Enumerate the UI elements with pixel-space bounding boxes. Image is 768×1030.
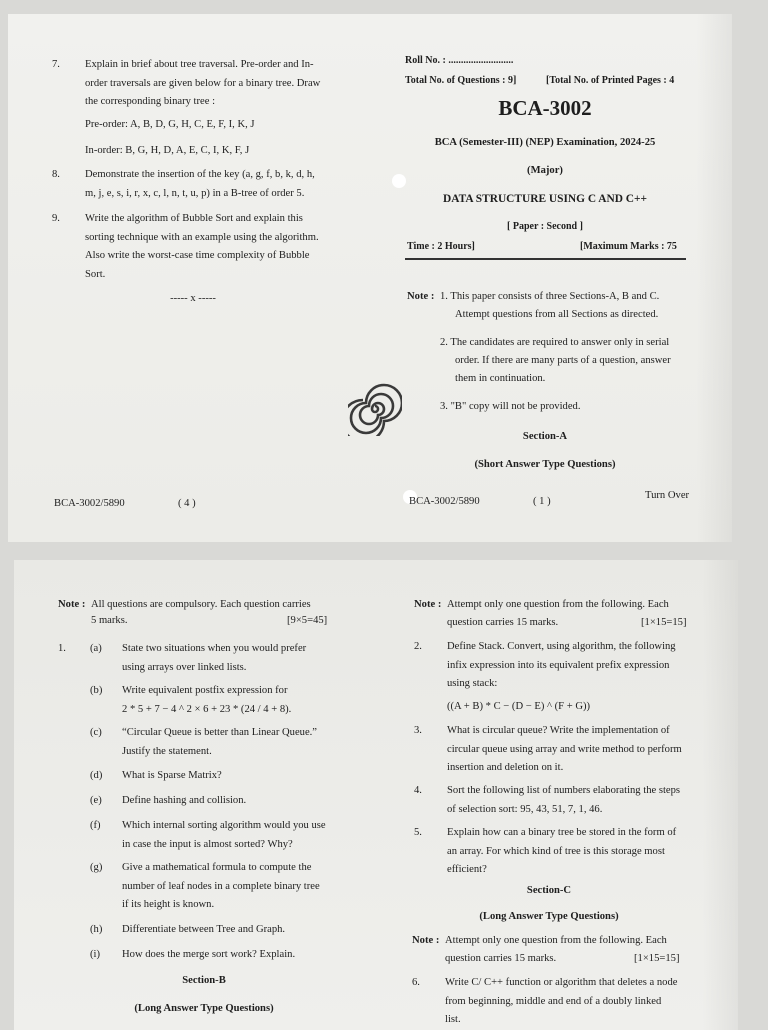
total-questions: Total No. of Questions : 9] xyxy=(405,75,517,86)
punch-hole xyxy=(392,174,406,188)
section-b-title: Section-B xyxy=(182,975,226,986)
time-allowed: Time : 2 Hours] xyxy=(407,241,475,252)
note-label: Note : xyxy=(58,599,86,610)
q1a-label: (a) xyxy=(90,643,102,654)
note-2-text-cont: question carries 15 marks. xyxy=(445,953,557,964)
paper-type: (Major) xyxy=(527,165,563,176)
header-divider xyxy=(405,258,686,260)
note-marks: [1×15=15] xyxy=(641,617,687,628)
q4-text: Sort the following list of numbers elaborating the steps of selection sort: 95, 43, 51, 7, 1, 46. xyxy=(447,785,681,815)
q1c-label: (c) xyxy=(90,727,102,738)
q7-number: 7. xyxy=(52,59,60,70)
q9-number: 9. xyxy=(52,213,60,224)
paper-number: [ Paper : Second ] xyxy=(507,221,583,232)
section-b-subtitle: (Long Answer Type Questions) xyxy=(134,1003,274,1014)
footer-page-number-1: ( 1 ) xyxy=(533,496,551,507)
note-1: 1. This paper consists of three Sections-A, B and C. xyxy=(440,291,660,302)
note-1-cont: Attempt questions from all Sections as directed. xyxy=(455,309,659,320)
paper-code: BCA-3002 xyxy=(498,96,592,120)
subject-title: DATA STRUCTURE USING C AND C++ xyxy=(442,193,647,205)
turn-over: Turn Over xyxy=(645,490,690,501)
q1-number: 1. xyxy=(58,643,66,654)
exam-sheet-bottom xyxy=(14,560,738,1030)
note-text-cont: 5 marks. xyxy=(91,615,128,626)
note-label: Note : xyxy=(407,291,435,302)
q7-inorder: In-order: B, G, H, D, A, E, C, I, K, F, J xyxy=(85,145,250,156)
section-c-subtitle: (Long Answer Type Questions) xyxy=(479,911,619,922)
exam-title: BCA (Semester-III) (NEP) Examination, 2024-25 xyxy=(434,137,656,148)
total-pages: [Total No. of Printed Pages : 4 xyxy=(546,75,675,86)
q1f-text: Which internal sorting algorithm would you use in case the input is almost sorted? Why? xyxy=(122,820,326,850)
section-a-title: Section-A xyxy=(522,431,568,442)
note-marks: [9×5=45] xyxy=(287,615,328,626)
note-text: Attempt only one question from the following. Each xyxy=(447,599,669,610)
q1b-text: Write equivalent postfix expression for 2 * 5 + 7 − 4 ^ 2 × 6 + 23 * (24 / 4 + 8). xyxy=(122,685,292,715)
section-c-title: Section-C xyxy=(526,885,572,896)
section-a-subtitle: (Short Answer Type Questions) xyxy=(474,459,616,470)
note-2: 2. The candidates are required to answer only in serial xyxy=(440,337,670,348)
q1a-text: State two situations when you would prefer using arrays over linked lists. xyxy=(122,643,307,673)
q1h-text: Differentiate between Tree and Graph. xyxy=(122,924,286,935)
q3-text: What is circular queue? Write the implementation of circular queue using array and write method to perform insertion and deletion on it. xyxy=(447,725,682,774)
note-text: All questions are compulsory. Each question carries xyxy=(91,599,311,610)
footer-page-number-4: ( 4 ) xyxy=(178,498,196,509)
q6-number: 6. xyxy=(412,977,420,988)
footer-code-page1: BCA-3002/5890 xyxy=(409,496,480,507)
exam-sheet-top xyxy=(8,14,732,542)
q8-text: Demonstrate the insertion of the key (a, g, f, b, k, d, h, m, j, e, s, i, r, x, c, l, n, t, u, p) in a B-tree of order 5. xyxy=(85,169,315,199)
q1d-label: (d) xyxy=(90,770,103,781)
q4-number: 4. xyxy=(414,785,422,796)
note-2-text: Attempt only one question from the following. Each xyxy=(445,935,667,946)
maximum-marks: [Maximum Marks : 75 xyxy=(580,241,677,252)
note-2-label: Note : xyxy=(412,935,440,946)
footer-code-page4: BCA-3002/5890 xyxy=(54,498,125,509)
q1i-label: (i) xyxy=(90,949,100,960)
q1g-label: (g) xyxy=(90,862,103,873)
q5-number: 5. xyxy=(414,827,422,838)
note-text-cont: question carries 15 marks. xyxy=(447,617,559,628)
q1d-text: What is Sparse Matrix? xyxy=(122,770,222,781)
q2-text: Define Stack. Convert, using algorithm, the following infix expression into its equivalent prefix expression using stack: ((A + B) * C − (D − E) ^ (F + G)) xyxy=(447,641,676,712)
roll-no: Roll No. : .......................... xyxy=(405,55,514,66)
q7-preorder: Pre-order: A, B, D, G, H, C, E, F, I, K, J xyxy=(85,119,255,130)
note-2-cont: order. If there are many parts of a question, answer xyxy=(455,355,671,366)
q1i-text: How does the merge sort work? Explain. xyxy=(122,949,296,960)
q1e-text: Define hashing and collision. xyxy=(122,795,247,806)
note-3: 3. "B" copy will not be provided. xyxy=(440,401,581,412)
spiral-stamp-icon xyxy=(348,382,402,436)
q2-number: 2. xyxy=(414,641,422,652)
q7-text: Explain in brief about tree traversal. Pre-order and In- order traversals are given below for a binary tree. Draw the corresponding binary tree : xyxy=(85,59,321,108)
q3-number: 3. xyxy=(414,725,422,736)
q1e-label: (e) xyxy=(90,795,102,806)
q1f-label: (f) xyxy=(90,820,101,831)
note-label: Note : xyxy=(414,599,442,610)
q5-text: Explain how can a binary tree be stored in the form of an array. For which kind of tree is this storage most efficient? xyxy=(447,827,677,876)
q6-text: Write C/ C++ function or algorithm that deletes a node from beginning, middle and end of a doubly linked list. xyxy=(445,977,678,1026)
note-2-marks: [1×15=15] xyxy=(634,953,680,964)
q8-number: 8. xyxy=(52,169,60,180)
note-2-cont2: them in continuation. xyxy=(455,373,546,384)
q9-text: Write the algorithm of Bubble Sort and explain this sorting technique with an example using the algorithm. Also write the worst-case time complexity of Bubble Sort. xyxy=(85,213,319,280)
q1b-label: (b) xyxy=(90,685,103,696)
q1h-label: (h) xyxy=(90,924,103,935)
end-mark: ----- x ----- xyxy=(170,293,216,304)
q1c-text: “Circular Queue is better than Linear Queue.” Justify the statement. xyxy=(122,727,318,757)
q1g-text: Give a mathematical formula to compute the number of leaf nodes in a complete binary tree if its height is known. xyxy=(122,862,320,911)
